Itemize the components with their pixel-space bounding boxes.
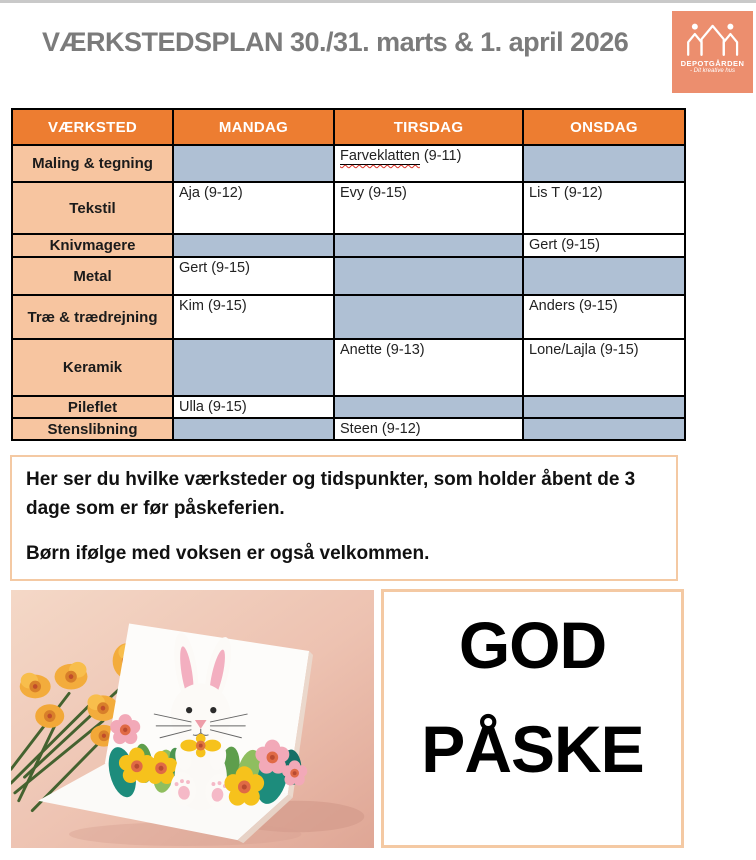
- table-row: [12, 257, 685, 295]
- page-title: VÆRKSTEDSPLAN 30./31. marts & 1. april 2026: [42, 27, 629, 57]
- workshop-label: Metal: [12, 257, 173, 295]
- logo-name: DEPOTGÅRDEN: [680, 59, 745, 68]
- table-header-row: [12, 109, 685, 145]
- slot-text: (9-11): [419, 148, 462, 164]
- slot-cell: Evy (9-15): [334, 182, 523, 234]
- table-row: [12, 396, 685, 418]
- slot-cell: [523, 145, 685, 182]
- greeting-line-2: PÅSKE: [421, 712, 644, 786]
- workshop-label: Keramik: [12, 339, 173, 396]
- logo-tagline: - Dit kreative hus: [689, 68, 735, 74]
- slot-cell: [523, 418, 685, 440]
- slot-cell: [173, 145, 334, 182]
- table-row: [12, 295, 685, 339]
- easter-card-photo: [11, 590, 374, 848]
- table-row: [12, 234, 685, 257]
- col-header-mandag: MANDAG: [173, 109, 334, 145]
- workshop-label: Maling & tegning: [12, 145, 173, 182]
- col-header-vaerksted: VÆRKSTED: [12, 109, 173, 145]
- easter-card-illustration: [11, 590, 374, 848]
- slot-cell: [523, 396, 685, 418]
- table-row: [12, 339, 685, 396]
- slot-cell: [173, 234, 334, 257]
- workshop-plan-table: [11, 108, 686, 441]
- misspelled-word: Farveklatten: [340, 148, 420, 164]
- workshop-label: Pileflet: [12, 396, 173, 418]
- slot-cell: [334, 295, 523, 339]
- col-header-onsdag: ONSDAG: [523, 109, 685, 145]
- greeting-line-1: GOD: [458, 608, 607, 682]
- slot-cell: Lis T (9-12): [523, 182, 685, 234]
- slot-cell: [173, 339, 334, 396]
- info-box: [10, 455, 678, 581]
- slot-cell: [334, 257, 523, 295]
- slot-cell: [334, 145, 523, 182]
- slot-cell: Gert (9-15): [173, 257, 334, 295]
- slot-cell: Gert (9-15): [523, 234, 685, 257]
- slot-cell: [334, 234, 523, 257]
- info-paragraph-2: Børn ifølge med voksen er også velkommen.: [26, 543, 430, 564]
- slot-cell: Lone/Lajla (9-15): [523, 339, 685, 396]
- slot-cell: Aja (9-12): [173, 182, 334, 234]
- table-row: [12, 145, 685, 182]
- workshop-label: Træ & trædrejning: [12, 295, 173, 339]
- slot-cell: Anders (9-15): [523, 295, 685, 339]
- col-header-tirsdag: TIRSDAG: [334, 109, 523, 145]
- workshop-label: Tekstil: [12, 182, 173, 234]
- table-row: [12, 418, 685, 440]
- slot-cell: [334, 396, 523, 418]
- slot-cell: Anette (9-13): [334, 339, 523, 396]
- workshop-label: Stenslibning: [12, 418, 173, 440]
- slot-cell: Kim (9-15): [173, 295, 334, 339]
- slot-cell: [173, 418, 334, 440]
- houses-icon: [683, 15, 743, 59]
- table-row: [12, 182, 685, 234]
- greeting-box: [381, 589, 684, 848]
- info-paragraph-1: Her ser du hvilke værksteder og tidspunkter, som holder åbent de 3 dage som er før påskeferien.: [26, 469, 636, 519]
- slot-cell: Ulla (9-15): [173, 396, 334, 418]
- workshop-label: Knivmagere: [12, 234, 173, 257]
- depotgaarden-logo: [672, 11, 753, 93]
- slot-cell: Steen (9-12): [334, 418, 523, 440]
- slot-cell: [523, 257, 685, 295]
